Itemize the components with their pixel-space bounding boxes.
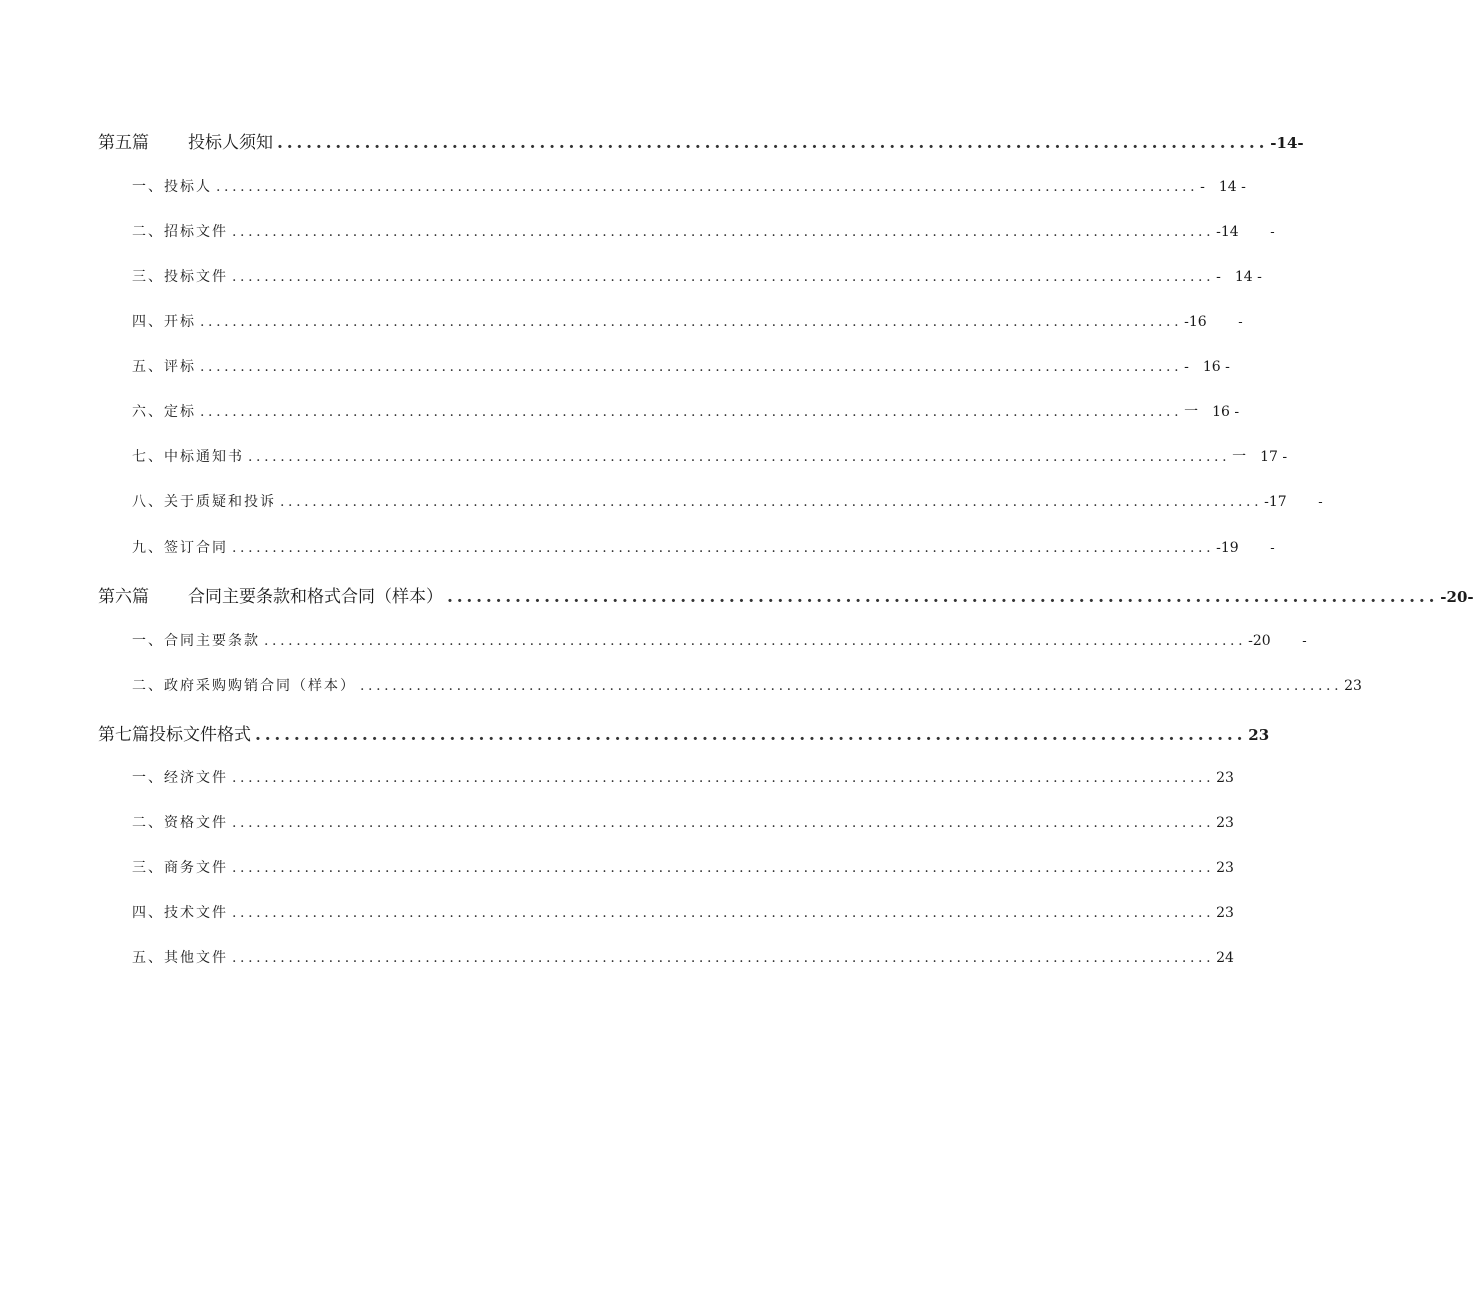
toc-entry-section-5[interactable] xyxy=(98,128,1304,153)
toc-section-title: 合同主要条款和格式合同（样本） xyxy=(188,587,443,607)
dot-leader: .......................................................................................................................... xyxy=(248,449,1231,465)
dot-leader: .......................................................................................................................... xyxy=(232,540,1215,556)
toc-entry[interactable] xyxy=(132,812,1234,832)
toc-entry[interactable] xyxy=(132,537,1277,557)
toc-entry-section-6[interactable] xyxy=(98,582,1474,607)
toc-section-number: 第六篇 xyxy=(98,587,149,607)
dot-leader: .......................................................................................................................... xyxy=(264,633,1247,649)
toc-entry-title: 四、技术文件 xyxy=(132,905,228,921)
toc-page-number: - 14 - xyxy=(1216,269,1262,285)
toc-entry[interactable] xyxy=(132,221,1277,241)
toc-entry[interactable] xyxy=(132,446,1288,466)
toc-page-number: -14- xyxy=(1270,134,1304,152)
toc-entry[interactable] xyxy=(132,767,1234,787)
dot-leader: .......................................................................................................................... xyxy=(216,179,1199,195)
toc-entry[interactable] xyxy=(132,947,1234,967)
toc-page-number: 23 xyxy=(1216,905,1234,921)
dot-leader: .......................................................................................................................... xyxy=(200,359,1183,375)
toc-entry[interactable] xyxy=(132,311,1245,331)
toc-page-number: -20- xyxy=(1440,588,1474,606)
toc-entry-title: 四、开标 xyxy=(132,314,196,330)
toc-entry[interactable] xyxy=(132,857,1234,877)
toc-entry[interactable] xyxy=(132,630,1309,650)
toc-section-title: 投标人须知 xyxy=(188,133,273,153)
toc-page-number: 一 16 - xyxy=(1184,404,1240,420)
toc-page-number: 23 xyxy=(1216,815,1234,831)
toc-entry-title: 三、商务文件 xyxy=(132,860,228,876)
dot-leader: .......................................................................................................................... xyxy=(232,269,1215,285)
toc-entry[interactable] xyxy=(132,401,1240,421)
dot-leader: .......................................................................................................................... xyxy=(280,494,1263,510)
toc-entry-title: 九、签订合同 xyxy=(132,540,228,556)
dot-leader: .......................................................................................................................... xyxy=(232,224,1215,240)
dot-leader: .......................................................................................................................... xyxy=(200,404,1183,420)
toc-page-suffix: - xyxy=(1318,495,1325,510)
toc-entry[interactable] xyxy=(132,266,1262,286)
toc-page-number: 23 xyxy=(1216,770,1234,786)
toc-section-title: 第七篇投标文件格式 xyxy=(98,725,251,745)
toc-page-suffix: - xyxy=(1238,315,1245,330)
toc-page-number: -19 xyxy=(1216,540,1239,556)
toc-page-number: -20 xyxy=(1248,633,1271,649)
toc-entry-title: 二、资格文件 xyxy=(132,815,228,831)
toc-entry[interactable] xyxy=(132,491,1325,511)
toc-page-number: - 14 - xyxy=(1200,179,1246,195)
toc-entry-title: 一、经济文件 xyxy=(132,770,228,786)
toc-entry-title: 五、评标 xyxy=(132,359,196,375)
toc-page-number: -14 xyxy=(1216,224,1239,240)
dot-leader: .......................................................................................................................... xyxy=(232,815,1215,831)
dot-leader: .......................................................................................................................... xyxy=(232,905,1215,921)
toc-section-number: 第五篇 xyxy=(98,133,149,153)
toc-page-number: 一 17 - xyxy=(1232,449,1288,465)
toc-entry-title: 二、招标文件 xyxy=(132,224,228,240)
dot-leader: .......................................................................................................................... xyxy=(360,678,1343,694)
toc-page-number: - 16 - xyxy=(1184,359,1230,375)
toc-page-suffix: - xyxy=(1302,634,1309,649)
toc-entry-title: 二、政府采购购销合同（样本） xyxy=(132,678,356,694)
toc-page-number: 23 xyxy=(1248,726,1270,744)
toc-entry[interactable] xyxy=(132,902,1234,922)
dot-leader: .......................................................................................................................... xyxy=(232,770,1215,786)
toc-entry-section-7[interactable] xyxy=(98,720,1270,745)
dot-leader: .......................................................................................................................... xyxy=(232,860,1215,876)
dot-leader: ...................................................................................................... xyxy=(277,133,1269,153)
toc-entry[interactable] xyxy=(132,176,1246,196)
toc-entry-title: 一、投标人 xyxy=(132,179,212,195)
dot-leader: ...................................................................................................... xyxy=(447,587,1439,607)
toc-entry[interactable] xyxy=(132,675,1362,695)
toc-entry-title: 五、其他文件 xyxy=(132,950,228,966)
dot-leader: .......................................................................................................................... xyxy=(232,950,1215,966)
toc-entry-title: 七、中标通知书 xyxy=(132,449,244,465)
toc-page-number: -17 xyxy=(1264,494,1287,510)
toc-page-number: 23 xyxy=(1344,678,1362,694)
toc-page-number: 23 xyxy=(1216,860,1234,876)
dot-leader: ...................................................................................................... xyxy=(255,725,1247,745)
toc-entry-title: 八、关于质疑和投诉 xyxy=(132,494,276,510)
toc-entry[interactable] xyxy=(132,356,1230,376)
toc-entry-title: 六、定标 xyxy=(132,404,196,420)
toc-page-suffix: - xyxy=(1270,541,1277,556)
toc-entry-title: 三、投标文件 xyxy=(132,269,228,285)
toc-entry-title: 一、合同主要条款 xyxy=(132,633,260,649)
dot-leader: .......................................................................................................................... xyxy=(200,314,1183,330)
toc-page-number: 24 xyxy=(1216,950,1234,966)
toc-page-suffix: - xyxy=(1270,225,1277,240)
toc-page-number: -16 xyxy=(1184,314,1207,330)
